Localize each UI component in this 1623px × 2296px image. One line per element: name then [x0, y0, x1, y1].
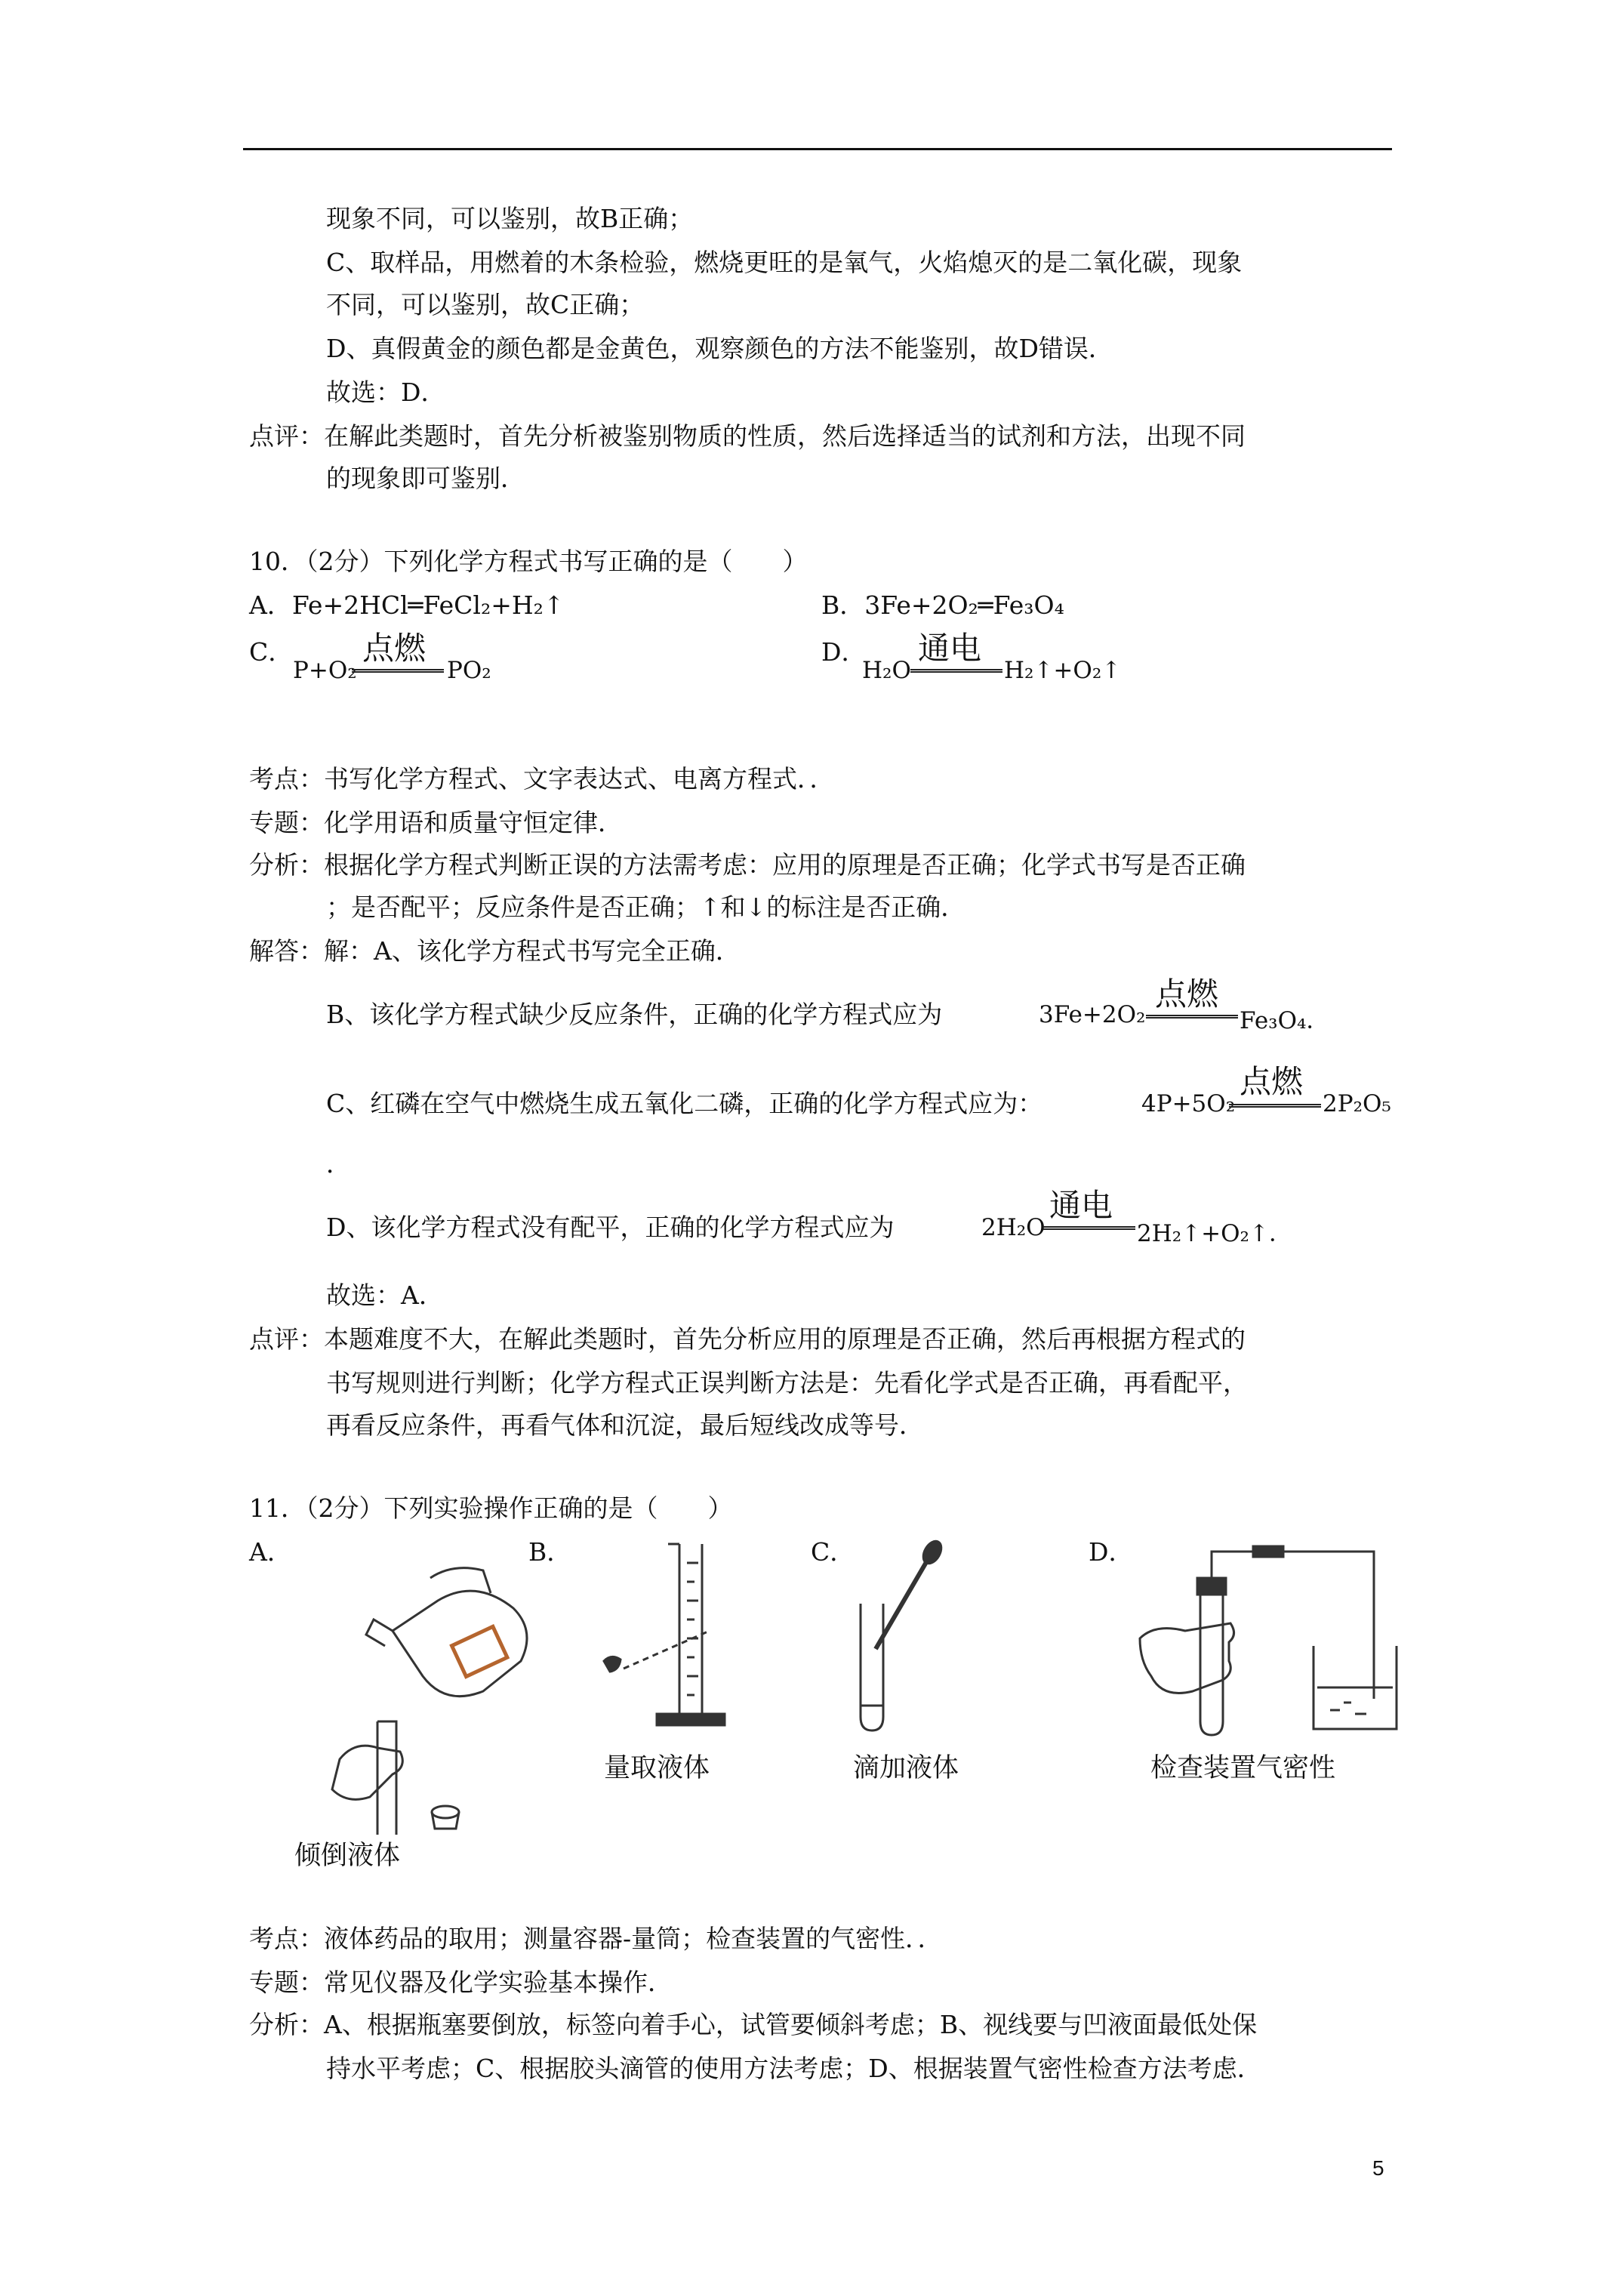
comment-line: 书写规则进行判断；化学方程式正误判断方法是：先看化学式是否正确，再看配平，: [326, 1368, 1248, 1398]
condition-label: 点燃: [362, 630, 427, 667]
text-line: 不同，可以鉴别，故C正确；: [326, 290, 645, 319]
equation-left: 4P+5O₂: [1141, 1090, 1236, 1117]
equation-left: H₂O: [862, 657, 911, 684]
condition-label: 点燃: [1155, 975, 1219, 1012]
condition-label: 点燃: [1240, 1063, 1304, 1100]
option-d-label: D．: [1089, 1537, 1134, 1567]
period-line: ．: [326, 1149, 351, 1179]
equation-right: Fe₃O₄．: [1240, 1007, 1330, 1034]
equation-left: 3Fe+2O₂: [1039, 1001, 1146, 1028]
page-number: 5: [1372, 2156, 1384, 2180]
question-11-stem: 11．（2分）下列实验操作正确的是（ ）: [249, 1493, 733, 1523]
option-c-label: C．: [249, 637, 294, 667]
pouring-liquid-figure: [294, 1548, 536, 1835]
equals-sign: [1146, 1015, 1238, 1019]
header-rule: [243, 148, 1392, 150]
comment-line: 再看反应条件，再看气体和沉淀，最后短线改成等号．: [326, 1410, 924, 1440]
comment-line: 点评：本题难度不大，在解此类题时，首先分析应用的原理是否正确，然后再根据方程式的: [249, 1324, 1246, 1354]
option-a-label: A．: [249, 1537, 292, 1567]
analysis-line: 持水平考虑；C、根据胶头滴管的使用方法考虑；D、根据装置气密性检查方法考虑．: [326, 2054, 1262, 2083]
answer-line: B、该化学方程式缺少反应条件，正确的化学方程式应为: [326, 1000, 943, 1029]
text-line: C、取样品，用燃着的木条检验，燃烧更旺的是氧气，火焰熄灭的是二氧化碳，现象: [326, 248, 1243, 277]
figure-caption: 倾倒液体: [294, 1841, 401, 1871]
option-b-label: B．: [528, 1537, 572, 1567]
analysis-line: ；是否配平；反应条件是否正确；↑和↓的标注是否正确．: [326, 892, 966, 922]
equation-right: PO₂: [447, 657, 491, 684]
measuring-cylinder-figure: [574, 1540, 740, 1729]
comment-line: 的现象即可鉴别．: [326, 464, 525, 493]
option-a: A．Fe+2HCl═FeCl₂+H₂↑: [249, 590, 565, 620]
condition-label: 通电: [1049, 1187, 1113, 1224]
comment-line: 点评：在解此类题时，首先分析被鉴别物质的性质，然后选择适当的试剂和方法，出现不同: [249, 421, 1246, 451]
figure-caption: 滴加液体: [853, 1753, 959, 1783]
option-c-label: C．: [811, 1537, 855, 1567]
option-b: B．3Fe+2O₂═Fe₃O₄: [821, 590, 1064, 620]
condition-label: 通电: [918, 630, 982, 667]
text-line: 现象不同，可以鉴别，故B正确；: [326, 204, 694, 233]
answer-line: C、红磷在空气中燃烧生成五氧化二磷，正确的化学方程式应为：: [326, 1089, 1043, 1118]
equals-sign: [1043, 1226, 1135, 1230]
equals-sign: [910, 669, 1002, 673]
kaodian-line: 考点：液体药品的取用；测量容器-量筒；检查装置的气密性．．: [249, 1924, 943, 1953]
figure-caption: 检查装置气密性: [1150, 1753, 1336, 1783]
equals-sign: [352, 669, 444, 673]
airtightness-figure: [1132, 1540, 1404, 1737]
answer-line: 解答：解：A、该化学方程式书写完全正确．: [249, 936, 741, 966]
analysis-line: 分析：根据化学方程式判断正误的方法需考虑：应用的原理是否正确；化学式书写是否正确: [249, 850, 1246, 880]
text-line: D、真假黄金的颜色都是金黄色，观察颜色的方法不能鉴别，故D错误．: [326, 334, 1113, 363]
equation-right: H₂↑+O₂↑: [1004, 657, 1122, 684]
equals-sign: [1229, 1104, 1321, 1108]
choice-line: 故选：A．: [326, 1281, 444, 1310]
zhuanti-line: 专题：化学用语和质量守恒定律．: [249, 808, 623, 837]
option-d-label: D．: [821, 637, 867, 667]
equation-right: 2H₂↑+O₂↑．: [1137, 1220, 1292, 1247]
answer-line: D、该化学方程式没有配平，正确的化学方程式应为: [326, 1213, 895, 1242]
question-10-stem: 10．（2分）下列化学方程式书写正确的是（ ）: [249, 547, 808, 576]
zhuanti-line: 专题：常见仪器及化学实验基本操作．: [249, 1968, 673, 1997]
kaodian-line: 考点：书写化学方程式、文字表达式、电离方程式．．: [249, 764, 835, 794]
equation-left: P+O₂: [293, 657, 357, 684]
equation-left: 2H₂O: [981, 1214, 1046, 1241]
text-line: 故选：D．: [326, 378, 446, 407]
dropper-figure: [845, 1536, 951, 1732]
equation-right: 2P₂O₅: [1323, 1090, 1391, 1117]
analysis-line: 分析：A、根据瓶塞要倒放，标签向着手心，试管要倾斜考虑；B、视线要与凹液面最低处保: [249, 2010, 1258, 2039]
figure-caption: 量取液体: [604, 1753, 710, 1783]
